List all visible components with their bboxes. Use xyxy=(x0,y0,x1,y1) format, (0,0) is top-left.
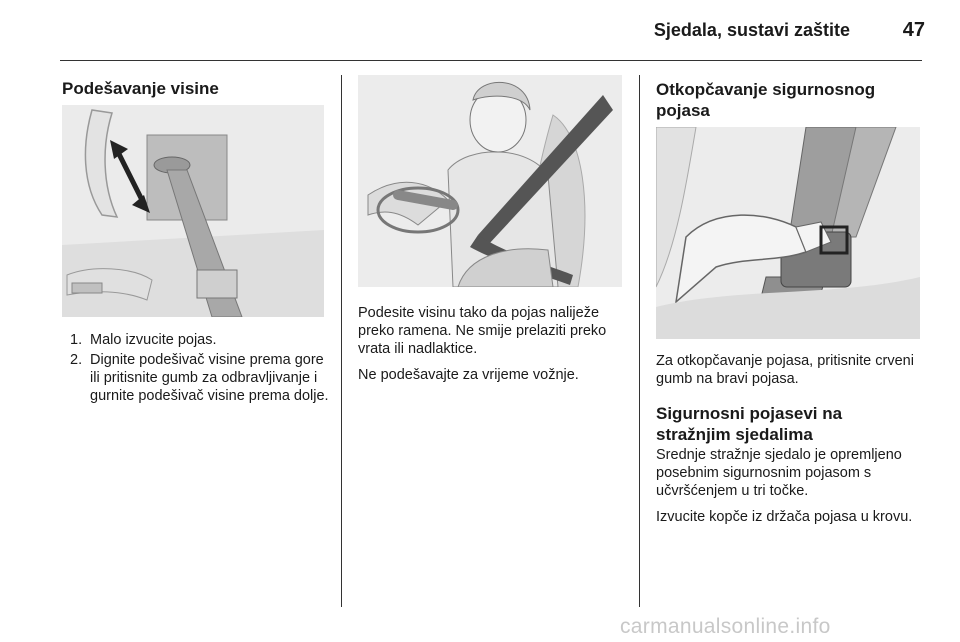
column-divider-1 xyxy=(341,75,342,607)
paragraph: Podesite visinu tako da pojas naliježe preko ramena. Ne smije prelaziti preko vrata ili nadlaktice. xyxy=(358,305,607,357)
column-divider-2 xyxy=(639,75,640,607)
list-item xyxy=(62,331,330,349)
driver-seatbelt-illustration xyxy=(358,75,622,287)
belt-fit-text xyxy=(358,304,628,384)
height-adjuster-illustration xyxy=(62,105,324,317)
rear-seats-text xyxy=(656,446,920,526)
steps-list xyxy=(62,331,330,407)
paragraph: Za otkopčavanje pojasa, pritisnite crveni gumb na bravi pojasa. xyxy=(656,353,914,387)
buckle-release-illustration xyxy=(656,127,920,339)
paragraph: Ne podešavajte za vrijeme vožnje. xyxy=(358,367,579,383)
step-text: Dignite podešivač visine prema gore ili pritisnite gumb za odbravljivanje i gurnite podešivač visine prema dolje. xyxy=(90,352,329,404)
step-text: Malo izvucite pojas. xyxy=(90,332,217,348)
section-title-rear-seats: Sigurnosni pojasevi na stražnjim sjedalima xyxy=(656,404,843,444)
section-title-height: Podešavanje visine xyxy=(62,79,219,98)
step-number: 2. xyxy=(70,352,83,368)
paragraph: Srednje stražnje sjedalo je opremljeno posebnim sigurnosnim pojasom s učvršćenjem u tri točke. xyxy=(656,447,902,499)
header-rule xyxy=(60,60,922,61)
page-number: 47 xyxy=(902,19,925,41)
header-title: Sjedala, sustavi zaštite xyxy=(653,20,850,40)
section-title-unfasten: Otkopčavanje sigurnosnog pojasa xyxy=(656,80,876,120)
step-number: 1. xyxy=(70,332,83,348)
list-item xyxy=(62,351,330,405)
paragraph: Izvucite kopče iz držača pojasa u krovu. xyxy=(656,509,913,525)
unfasten-text xyxy=(656,352,920,388)
watermark: carmanualsonline.info xyxy=(620,615,831,638)
